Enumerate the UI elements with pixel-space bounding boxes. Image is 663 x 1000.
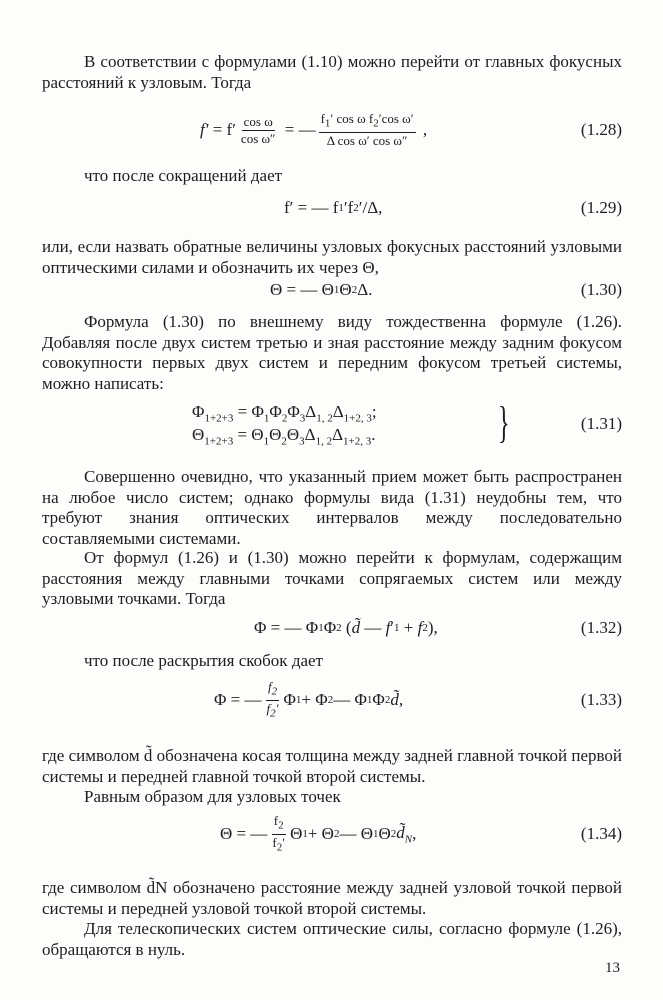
- paragraph-4: Формула (1.30) по внешнему виду тождественна формуле (1.26). Добавляя после двух систем третью и зная расстояние между задним фокусом совокупности первых двух систем и передним фокусом третьей системы, можно написать:: [42, 312, 622, 393]
- equation-1-31-system: [192, 400, 492, 446]
- equation-1-33-number: (1.33): [580, 690, 622, 709]
- equation-1-34-number: (1.34): [580, 824, 622, 843]
- equation-1-30-body: Θ = — Θ 1 Θ 2 Δ.: [270, 280, 373, 299]
- paragraph-8: где символом d̃ обозначена косая толщина между задней главной точкой первой системы и передней главной точкой второй системы.: [42, 746, 622, 786]
- equation-1-32-body: Φ = — Φ 1 Φ 2 ( d̃ — f ′ 1 + f 2 ),: [254, 618, 438, 637]
- equation-1-34: [42, 812, 622, 856]
- equation-1-29: [42, 186, 622, 230]
- page-number: 13: [605, 960, 620, 976]
- paragraph-7: что после раскрытия скобок дает: [84, 651, 323, 670]
- equation-1-33-body: Φ = — $\frac{f_2}{f_2'}$ Φ 1 + Φ 2 — Φ 1 Φ 2 d̃ ,: [214, 678, 404, 720]
- paragraph-1: В соответствии с формулами (1.10) можно перейти от главных фокусных расстояний к узловым. Тогда: [42, 52, 622, 92]
- paragraph-2: что после сокращений дает: [84, 166, 283, 185]
- page: [42, 0, 622, 1000]
- paragraph-3: или, если назвать обратные величины узловых фокусных расстояний узловыми оптическими силами и обозначить их через Θ,: [42, 237, 622, 277]
- equation-1-31: [42, 400, 622, 448]
- equation-1-30-number: (1.30): [580, 280, 622, 299]
- paragraph-6: От формул (1.26) и (1.30) можно перейти к формулам, содержащим расстояния между главными точками сопрягаемых систем или между узловыми точками. Тогда: [42, 548, 622, 608]
- equation-1-31-line-2: $\Theta_{1+2+3} = \Theta_1\Theta_2\Theta_3\Delta_{1, 2}\Delta_{1+2, 3}$.: [192, 425, 376, 448]
- equation-1-30: [42, 268, 622, 312]
- equation-1-31-brace: }: [498, 398, 510, 447]
- paragraph-5: Совершенно очевидно, что указанный прием может быть распространен на любое число систем; однако формулы вида (1.31) неудобны тем, что требуют знания оптических интервалов между последовательно составляемыми системами.: [42, 467, 622, 548]
- paragraph-9: Равным образом для узловых точек: [84, 787, 341, 806]
- equation-1-28-number: (1.28): [580, 120, 622, 139]
- equation-1-31-line-1: $\Phi_{1+2+3} = \Phi_1\Phi_2\Phi_3\Delta_{1, 2}\Delta_{1+2, 3}$;: [192, 402, 377, 425]
- equation-1-34-body: Θ = — $\frac{f_2}{f_2'}$ Θ 1 + Θ 2 — Θ 1 Θ 2 $d̃_N$ ,: [220, 812, 417, 854]
- equation-1-29-number: (1.29): [580, 198, 622, 217]
- equation-1-29-body: f′ = — f 1 ′f 2 ′/Δ,: [284, 198, 383, 217]
- equation-1-31-number: (1.31): [580, 414, 622, 433]
- equation-1-28: [42, 108, 622, 152]
- paragraph-11: Для телескопических систем оптические силы, согласно формуле (1.26), обращаются в нуль.: [42, 919, 622, 959]
- equation-1-32: [42, 606, 622, 650]
- paragraph-10: где символом d̃N обозначено расстояние между задней узловой точкой первой системы и передней узловой точкой второй системы.: [42, 878, 622, 918]
- equation-1-33: [42, 678, 622, 722]
- equation-1-28-body: f′ = f′ $\frac{\text{cos ω}}{\text{cos ω″}}$ = — $\frac{f_1' \cos \omega f_2'\cos \omega'}{\text{Δ cos ω′ cos ω″}}$ ,: [200, 111, 428, 148]
- equation-1-32-number: (1.32): [580, 618, 622, 637]
